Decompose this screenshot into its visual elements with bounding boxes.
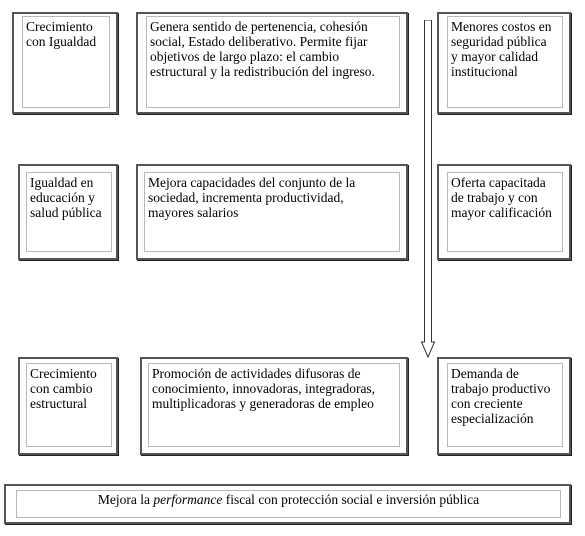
text-line: y mayor calidad bbox=[451, 49, 538, 64]
box-row2-left-text bbox=[26, 172, 112, 252]
box-row1-left bbox=[12, 12, 118, 114]
box-row2-right-text bbox=[447, 172, 563, 252]
text-line: con Igualdad bbox=[26, 34, 97, 49]
bottom-prefix: Mejora la bbox=[97, 492, 154, 507]
text-line: Menores costos en bbox=[451, 19, 552, 34]
box-row1-right-text bbox=[447, 16, 563, 108]
box-row2-right bbox=[437, 164, 571, 260]
text-line: estructural y la redistribución del ingreso. bbox=[150, 64, 375, 79]
text-line: Crecimiento bbox=[30, 366, 97, 381]
box-row3-left-text bbox=[26, 363, 112, 447]
bottom-emphasis: performance bbox=[153, 492, 223, 507]
text-line: Igualdad en bbox=[30, 175, 94, 190]
text-line: conocimiento, innovadoras, integradoras, bbox=[152, 381, 376, 396]
text-line: institucional bbox=[451, 64, 518, 79]
text-line: sociedad, incrementa productividad, bbox=[148, 190, 344, 205]
text-line: mayores salarios bbox=[148, 205, 239, 220]
text-line: Oferta capacitada bbox=[451, 175, 546, 190]
box-row2-center-text bbox=[144, 172, 400, 252]
text-line: de trabajo y con bbox=[451, 190, 538, 205]
box-row3-right-text bbox=[447, 363, 563, 447]
text-line: trabajo productivo bbox=[451, 381, 551, 396]
text-line: seguridad pública bbox=[451, 34, 547, 49]
text-line: Mejora capacidades del conjunto de la bbox=[148, 175, 356, 190]
text-line: Crecimiento bbox=[26, 19, 93, 34]
bottom-text bbox=[16, 490, 561, 518]
box-row1-right bbox=[437, 12, 571, 114]
text-line: Demanda de bbox=[451, 366, 519, 381]
text-line: social, Estado deliberativo. Permite fijar bbox=[150, 34, 368, 49]
box-row3-center-text bbox=[148, 363, 400, 447]
box-row1-center-text bbox=[146, 16, 400, 108]
text-line: objetivos de largo plazo: el cambio bbox=[150, 49, 340, 64]
text-line: Promoción de actividades difusoras de bbox=[152, 366, 361, 381]
box-row2-center bbox=[136, 164, 408, 260]
bottom-line bbox=[20, 492, 557, 507]
text-line: educación y bbox=[30, 190, 95, 205]
box-row2-left bbox=[18, 164, 118, 260]
text-line: Genera sentido de pertenencia, cohesión bbox=[150, 19, 368, 34]
text-line: especialización bbox=[451, 411, 534, 426]
down-arrow-icon bbox=[420, 20, 436, 360]
box-bottom bbox=[4, 484, 571, 524]
box-row3-center bbox=[140, 357, 408, 455]
box-row1-left-text bbox=[22, 16, 110, 108]
text-line: multiplicadoras y generadoras de empleo bbox=[152, 396, 374, 411]
text-line: con cambio bbox=[30, 381, 93, 396]
text-line: con creciente bbox=[451, 396, 523, 411]
text-line: mayor calificación bbox=[451, 205, 552, 220]
box-row3-right bbox=[437, 357, 571, 455]
text-line: salud pública bbox=[30, 205, 102, 220]
text-line: estructural bbox=[30, 396, 87, 411]
box-row1-center bbox=[136, 12, 408, 114]
bottom-suffix: fiscal con protección social e inversión pública bbox=[222, 492, 480, 507]
box-row3-left bbox=[18, 357, 118, 455]
